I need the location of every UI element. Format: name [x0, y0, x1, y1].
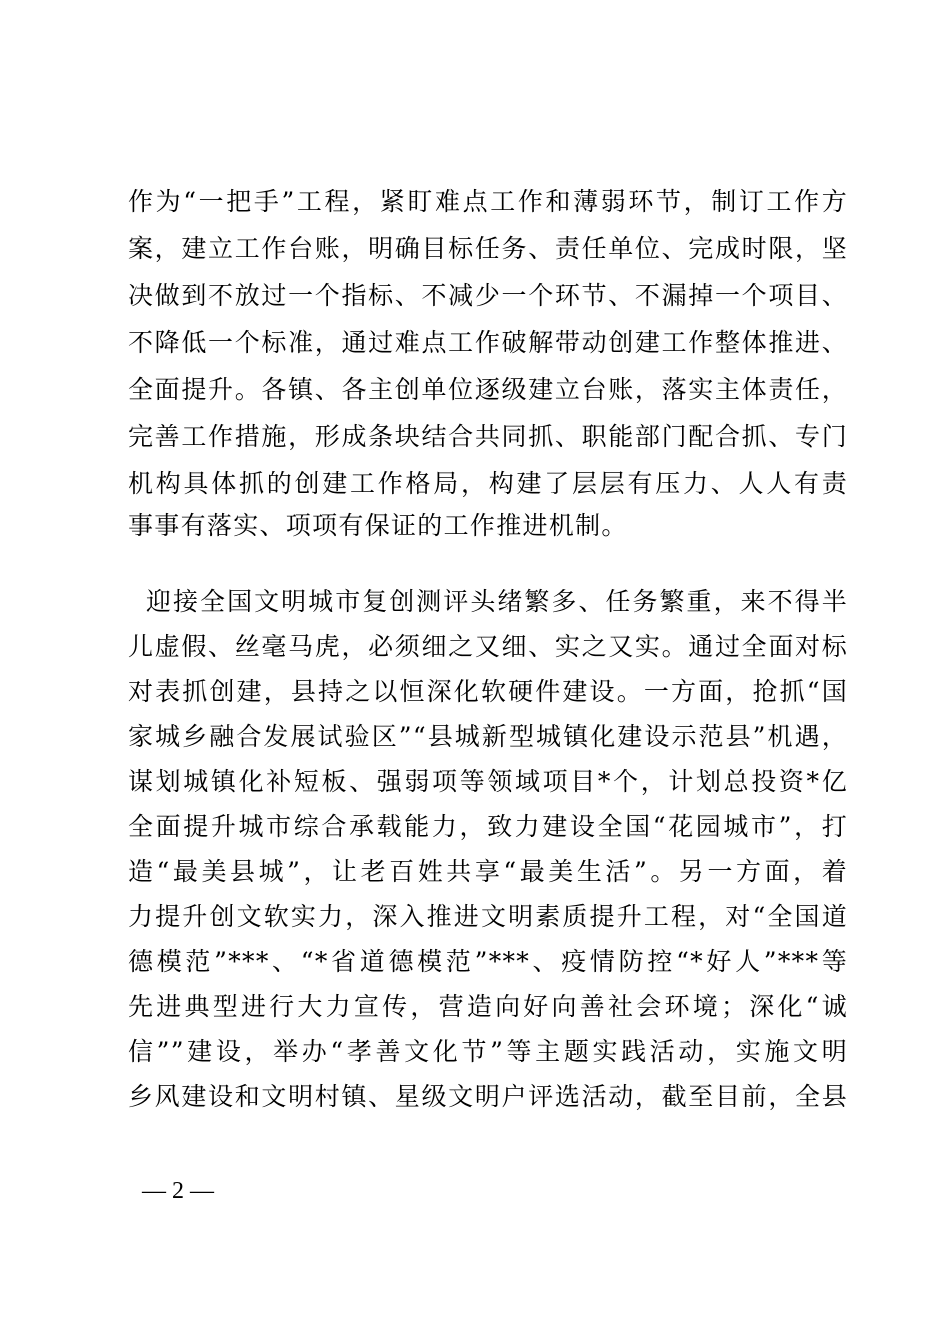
text-line: 不降低一个标准，通过难点工作破解带动创建工作整体推进、	[128, 328, 848, 357]
text-line: 决做到不放过一个指标、不减少一个环节、不漏掉一个项目、	[128, 281, 848, 310]
page-number: — 2 —	[142, 1178, 214, 1204]
text-line: 力提升创文软实力，深入推进文明素质提升工程，对“全国道	[128, 902, 848, 931]
text-line: 迎接全国文明城市复创测评头绪繁多、任务繁重，来不得半	[146, 587, 848, 616]
text-line: 对表抓创建，县持之以恒深化软硬件建设。一方面，抢抓“国	[128, 677, 848, 706]
text-line: 完善工作措施，形成条块结合共同抓、职能部门配合抓、专门	[128, 422, 848, 451]
text-line: 儿虚假、丝毫马虎，必须细之又细、实之又实。通过全面对标	[128, 632, 848, 661]
text-line: 作为“一把手”工程，紧盯难点工作和薄弱环节，制订工作方	[128, 187, 848, 216]
text-line: 全面提升。各镇、各主创单位逐级建立台账，落实主体责任，	[128, 375, 848, 404]
text-line: 家城乡融合发展试验区”“县城新型城镇化建设示范县”机遇，	[128, 722, 848, 751]
text-line: 乡风建设和文明村镇、星级文明户评选活动，截至目前，全县	[128, 1082, 848, 1111]
text-line: 事事有落实、项项有保证的工作推进机制。	[128, 511, 628, 540]
text-line: 案，建立工作台账，明确目标任务、责任单位、完成时限，坚	[128, 234, 848, 263]
text-line: 先进典型进行大力宣传，营造向好向善社会环境；深化“诚	[128, 992, 848, 1021]
text-line: 信””建设，举办“孝善文化节”等主题实践活动，实施文明	[128, 1037, 848, 1066]
text-line: 机构具体抓的创建工作格局，构建了层层有压力、人人有责	[128, 469, 848, 498]
text-line: 德模范”***、“*省道德模范”***、疫情防控“*好人”***等	[128, 947, 848, 976]
text-line: 全面提升城市综合承载能力，致力建设全国“花园城市”，打	[128, 812, 848, 841]
text-line: 谋划城镇化补短板、强弱项等领域项目*个，计划总投资*亿	[128, 767, 848, 796]
text-line: 造“最美县城”，让老百姓共享“最美生活”。另一方面，着	[128, 857, 848, 886]
